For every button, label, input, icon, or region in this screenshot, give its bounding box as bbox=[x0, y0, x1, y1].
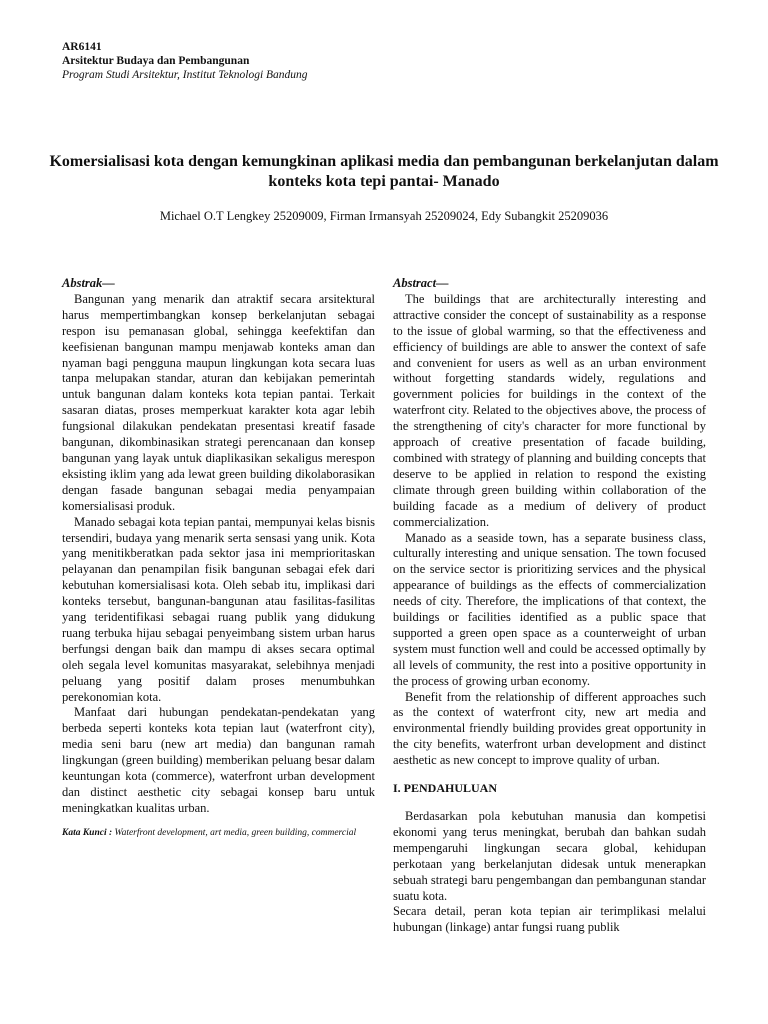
abstract-paragraph-1: The buildings that are architecturally interesting and attractive consider the concept of sustainability as a response to the issue of global warming, so that the effectiveness and efficiency of buildings are able to answer the context of safe and convenient for users as well as an urban environment without forgetting standards widely, regulations and government policies for buildings in the context of the waterfront city. Related to the objectives above, the process of the strengthening of city's character for more functional by approach of creative presentation of facade building, combined with strategy of planning and building concepts that deserve to be applied in relation to respond the existing climate through green building within collaboration of the building facade as a medium of delivery of product commercialization. bbox=[393, 291, 706, 529]
institution: Program Studi Arsitektur, Institut Teknologi Bandung bbox=[62, 69, 308, 81]
keywords-label: Kata Kunci : bbox=[62, 827, 113, 838]
abstrak-heading: Abstrak— bbox=[62, 276, 115, 290]
course-name: Arsitektur Budaya dan Pembangunan bbox=[62, 55, 250, 67]
course-code: AR6141 bbox=[62, 41, 102, 53]
right-column bbox=[393, 276, 706, 936]
section-heading: I. PENDAHULUAN bbox=[393, 781, 498, 796]
authors: Michael O.T Lengkey 25209009, Firman Irmansyah 25209024, Edy Subangkit 25209036 bbox=[159, 209, 609, 223]
abstract-heading: Abstract— bbox=[393, 276, 449, 290]
document-header bbox=[62, 40, 308, 82]
abstrak-paragraph-2: Manado sebagai kota tepian pantai, mempunyai kelas bisnis tersendiri, budaya yang menarik serta sensasi yang unik. Kota yang menitikberatkan pada sektor jasa ini memprioritaskan pelayanan dan penampilan fisik bangunan sebagai efek dari kebutuhan komersialisasi kota. Oleh sebab itu, implikasi dari konteks tersebut, bangunan-bangunan atau fasilitas-fasilitas yang teridentifikasi sebagai ruang publik yang didukung ruang terbuka hijau sebagai penyeimbang sistem urban harus berfungsi dengan baik dan mampu di akses secara optimal oleh segala level komunitas masyarakat, selebihnya menjadi peluang yang positif dalam proses menumbuhkan perekonomian kota. bbox=[62, 514, 375, 704]
keywords-text: Waterfront development, art media, green building, commercial bbox=[112, 827, 357, 838]
intro-paragraph-2: Secara detail, peran kota tepian air terimplikasi melalui hubungan (linkage) antar fungsi ruang publik bbox=[393, 904, 706, 935]
abstrak-paragraph-1: Bangunan yang menarik dan atraktif secara arsitektural harus mempertimbangkan konsep berkelanjutan sebagai respon isu pemanasan global, sehingga keefektifan dan keefisienan bangunan mampu menjawab konteks aman dan nyaman bagi pengguna maupun lingkungan kota secara luas tanpa melupakan standar, aturan dan kebijakan pemerintah untuk bangunan dalam konteks kota tepian pantai. Terkait sasaran diatas, proses memperkuat karakter kota agar lebih fungsional dilakukan pendekatan presentasi kreatif fasade bangunan, dikombinasikan strategi perencanaan dan konsep bangunan yang layak untuk diaplikasikan sekaligus merespon eksisting iklim yang ada lewat green building dikolaborasikan dengan fasade bangunan sebagai media penyampaian komersialisasi produk. bbox=[62, 291, 375, 513]
paper-title: Komersialisasi kota dengan kemungkinan aplikasi media dan pembangunan berkelanjutan dalam konteks kota tepi pantai- Manado bbox=[49, 153, 719, 190]
intro-paragraph-1: Berdasarkan pola kebutuhan manusia dan kompetisi ekonomi yang terus meningkat, berubah dan bahkan sudah mempengaruhi lingkungan secara global, kehidupan perkotaan yang berkelanjutan didesak untuk menerapkan sebuah strategi baru pengembangan dan pembangunan standar suatu kota. bbox=[393, 809, 706, 903]
abstract-paragraph-3: Benefit from the relationship of different approaches such as the context of waterfront city, new art media and environmental friendly building provides great opportunity in the city benefits, waterfront urban development and distinct aesthetic as new concept to improve quality of urban. bbox=[393, 689, 706, 768]
left-column bbox=[62, 276, 375, 840]
abstract-paragraph-2: Manado as a seaside town, has a separate business class, culturally interesting and unique sensation. The town focused on the service sector is prioritizing services and the physical appearance of buildings as the effects of commercialization needs of city. Therefore, the implications of that context, the buildings or facilities identified as a public space that supported a green open space as a counterweight of urban system must function well and could be accessed optimally by all levels of community, the rest into a positive opportunity in the process of growing urban economy. bbox=[393, 530, 706, 688]
keywords bbox=[62, 827, 375, 840]
abstrak-paragraph-3: Manfaat dari hubungan pendekatan-pendekatan yang berbeda seperti konteks kota tepian laut (waterfront city), media seni baru (new art media) dan bangunan ramah lingkungan (green building) memberikan peluang besar dalam keuntungan kota (commerce), waterfront urban development dan distinct aesthetic city sebagai konsep baru untuk meningkatkan kualitas urban. bbox=[62, 705, 375, 815]
